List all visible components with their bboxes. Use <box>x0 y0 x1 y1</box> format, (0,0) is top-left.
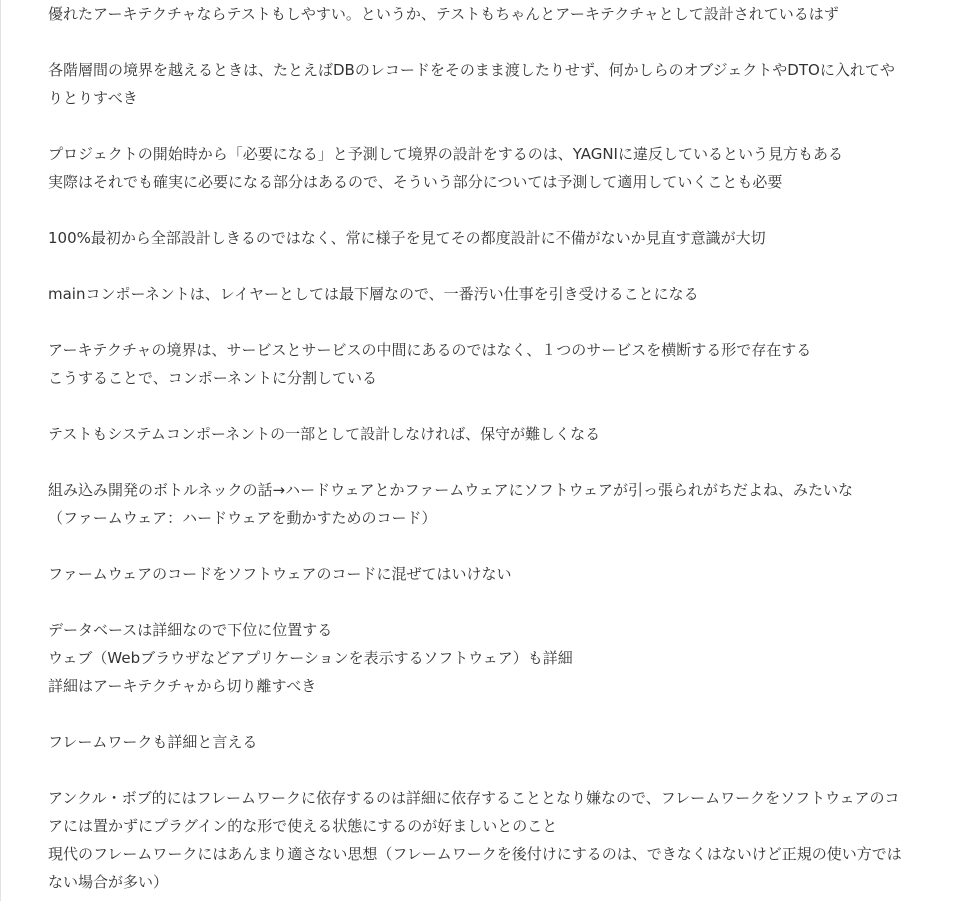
left-border <box>0 0 1 901</box>
paragraph <box>48 420 908 448</box>
text-line: ファームウェアのコードをソフトウェアのコードに混ぜてはいけない <box>48 565 512 583</box>
text-line: テストもシステムコンポーネントの一部として設計しなければ、保守が難しくなる <box>48 425 601 443</box>
text-line: フレームワークも詳細と言える <box>48 733 258 751</box>
text-line: データベースは詳細なので下位に位置する <box>48 621 333 639</box>
article-body <box>48 0 908 924</box>
text-line: 優れたアーキテクチャならテストもしやすい。というか、テストもちゃんとアーキテクチャとして設計されているはず <box>48 5 839 23</box>
text-line: 各階層間の境界を越えるときは、たとえばDBのレコードをそのまま渡したりせず、何かしらのオブジェクトやDTOに入れてやりとりすべき <box>48 61 895 107</box>
text-line: こうすることで、コンポーネントに分割している <box>48 369 377 387</box>
text-line: mainコンポーネントは、レイヤーとしては最下層なので、一番汚い仕事を引き受けることになる <box>48 285 699 303</box>
text-line: （ファームウェア：ハードウェアを動かすためのコード） <box>48 509 437 527</box>
text-line: 100%最初から全部設計しきるのではなく、常に様子を見てその都度設計に不備がないか見直す意識が大切 <box>48 229 766 247</box>
text-line: 組み込み開発のボトルネックの話→ハードウェアとかファームウェアにソフトウェアが引っ張られがちだよね、みたいな <box>48 481 854 499</box>
paragraph <box>48 616 908 700</box>
paragraph <box>48 140 908 196</box>
paragraph <box>48 476 908 532</box>
paragraph <box>48 728 908 756</box>
text-line: 現代のフレームワークにはあんまり適さない思想（フレームワークを後付けにするのは、できなくはないけど正規の使い方ではない場合が多い） <box>48 845 902 891</box>
paragraph <box>48 280 908 308</box>
paragraph <box>48 560 908 588</box>
text-line: アーキテクチャの境界は、サービスとサービスの中間にあるのではなく、１つのサービスを横断する形で存在する <box>48 341 812 359</box>
paragraph <box>48 336 908 392</box>
text-line: ウェブ（Webブラウザなどアプリケーションを表示するソフトウェア）も詳細 <box>48 649 573 667</box>
text-line: プロジェクトの開始時から「必要になる」と予測して境界の設計をするのは、YAGNIに違反しているという見方もある <box>48 145 843 163</box>
text-line: 詳細はアーキテクチャから切り離すべき <box>48 677 317 695</box>
paragraph <box>48 784 908 896</box>
paragraph <box>48 224 908 252</box>
text-line: アンクル・ボブ的にはフレームワークに依存するのは詳細に依存することとなり嫌なので、フレームワークをソフトウェアのコアには置かずにプラグイン的な形で使える状態にするのが好ましいとのこと <box>48 789 900 835</box>
paragraph <box>48 56 908 112</box>
paragraph <box>48 0 908 28</box>
text-line: 実際はそれでも確実に必要になる部分はあるので、そういう部分については予測して適用していくことも必要 <box>48 173 783 191</box>
